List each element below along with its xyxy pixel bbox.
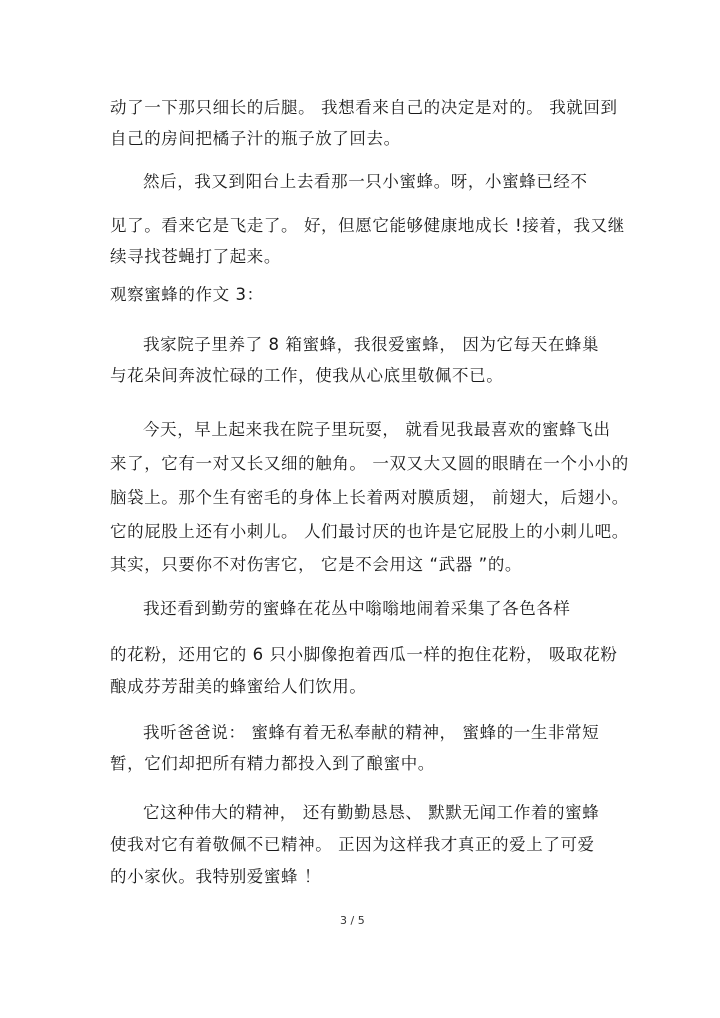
text-line: 它这种伟大的精神， 还有勤勤恳恳、 默默无闻工作着的蜜蜂 xyxy=(143,803,600,822)
text-line: 它的屁股上还有小刺儿。 人们最讨厌的也许是它屁股上的小刺儿吧。 xyxy=(110,522,629,541)
text-line: 我还看到勤劳的蜜蜂在花丛中嗡嗡地闹着采集了各色各样 xyxy=(143,599,571,618)
text-line: 使我对它有着敬佩不已精神。 正因为这样我才真正的爱上了可爱 xyxy=(110,835,595,854)
text-line: 然后，我又到阳台上去看那一只小蜜蜂。呀，小蜜蜂已经不 xyxy=(143,172,588,191)
text-line: 今天，早上起来我在院子里玩耍， 就看见我最喜欢的蜜蜂飞出 xyxy=(143,420,611,439)
text-line: 的小家伙。我特别爱蜜蜂 ！ xyxy=(110,867,322,886)
text-line: 见了。看来它是飞走了。 好，但愿它能够健康地成长 !接着，我又继 xyxy=(110,216,625,235)
text-line: 其实，只要你不对伤害它， 它是不会用这 “武器 ”的。 xyxy=(110,555,523,574)
text-line: 动了一下那只细长的后腿。 我想看来自己的决定是对的。 我就回到 xyxy=(110,98,618,117)
text-line: 来了，它有一对又长又细的触角。 一双又大又圆的眼睛在一个小小的 xyxy=(110,454,629,473)
text-line: 与花朵间奔波忙碌的工作，使我从心底里敬佩不已。 xyxy=(110,366,504,385)
text-line: 续寻找苍蝇打了起来。 xyxy=(110,247,281,266)
text-line: 脑袋上。那个生有密毛的身体上长着两对膜质翅， 前翅大，后翅小。 xyxy=(110,488,629,507)
section-heading: 观察蜜蜂的作文 3： xyxy=(110,285,264,304)
text-line: 我听爸爸说： 蜜蜂有着无私奉献的精神， 蜜蜂的一生非常短 xyxy=(143,723,600,742)
text-line: 暂，它们却把所有精力都投入到了酿蜜中。 xyxy=(110,754,435,773)
text-line: 我家院子里养了 8 箱蜜蜂，我很爱蜜蜂， 因为它每天在蜂巢 xyxy=(143,335,600,354)
text-line: 自己的房间把橘子汁的瓶子放了回去。 xyxy=(110,129,401,148)
text-line: 酿成芬芳甜美的蜂蜜给人们饮用。 xyxy=(110,677,367,696)
page-number: 3 / 5 xyxy=(340,914,365,927)
text-line: 的花粉，还用它的 6 只小脚像抱着西瓜一样的抱住花粉， 吸取花粉 xyxy=(110,645,618,664)
